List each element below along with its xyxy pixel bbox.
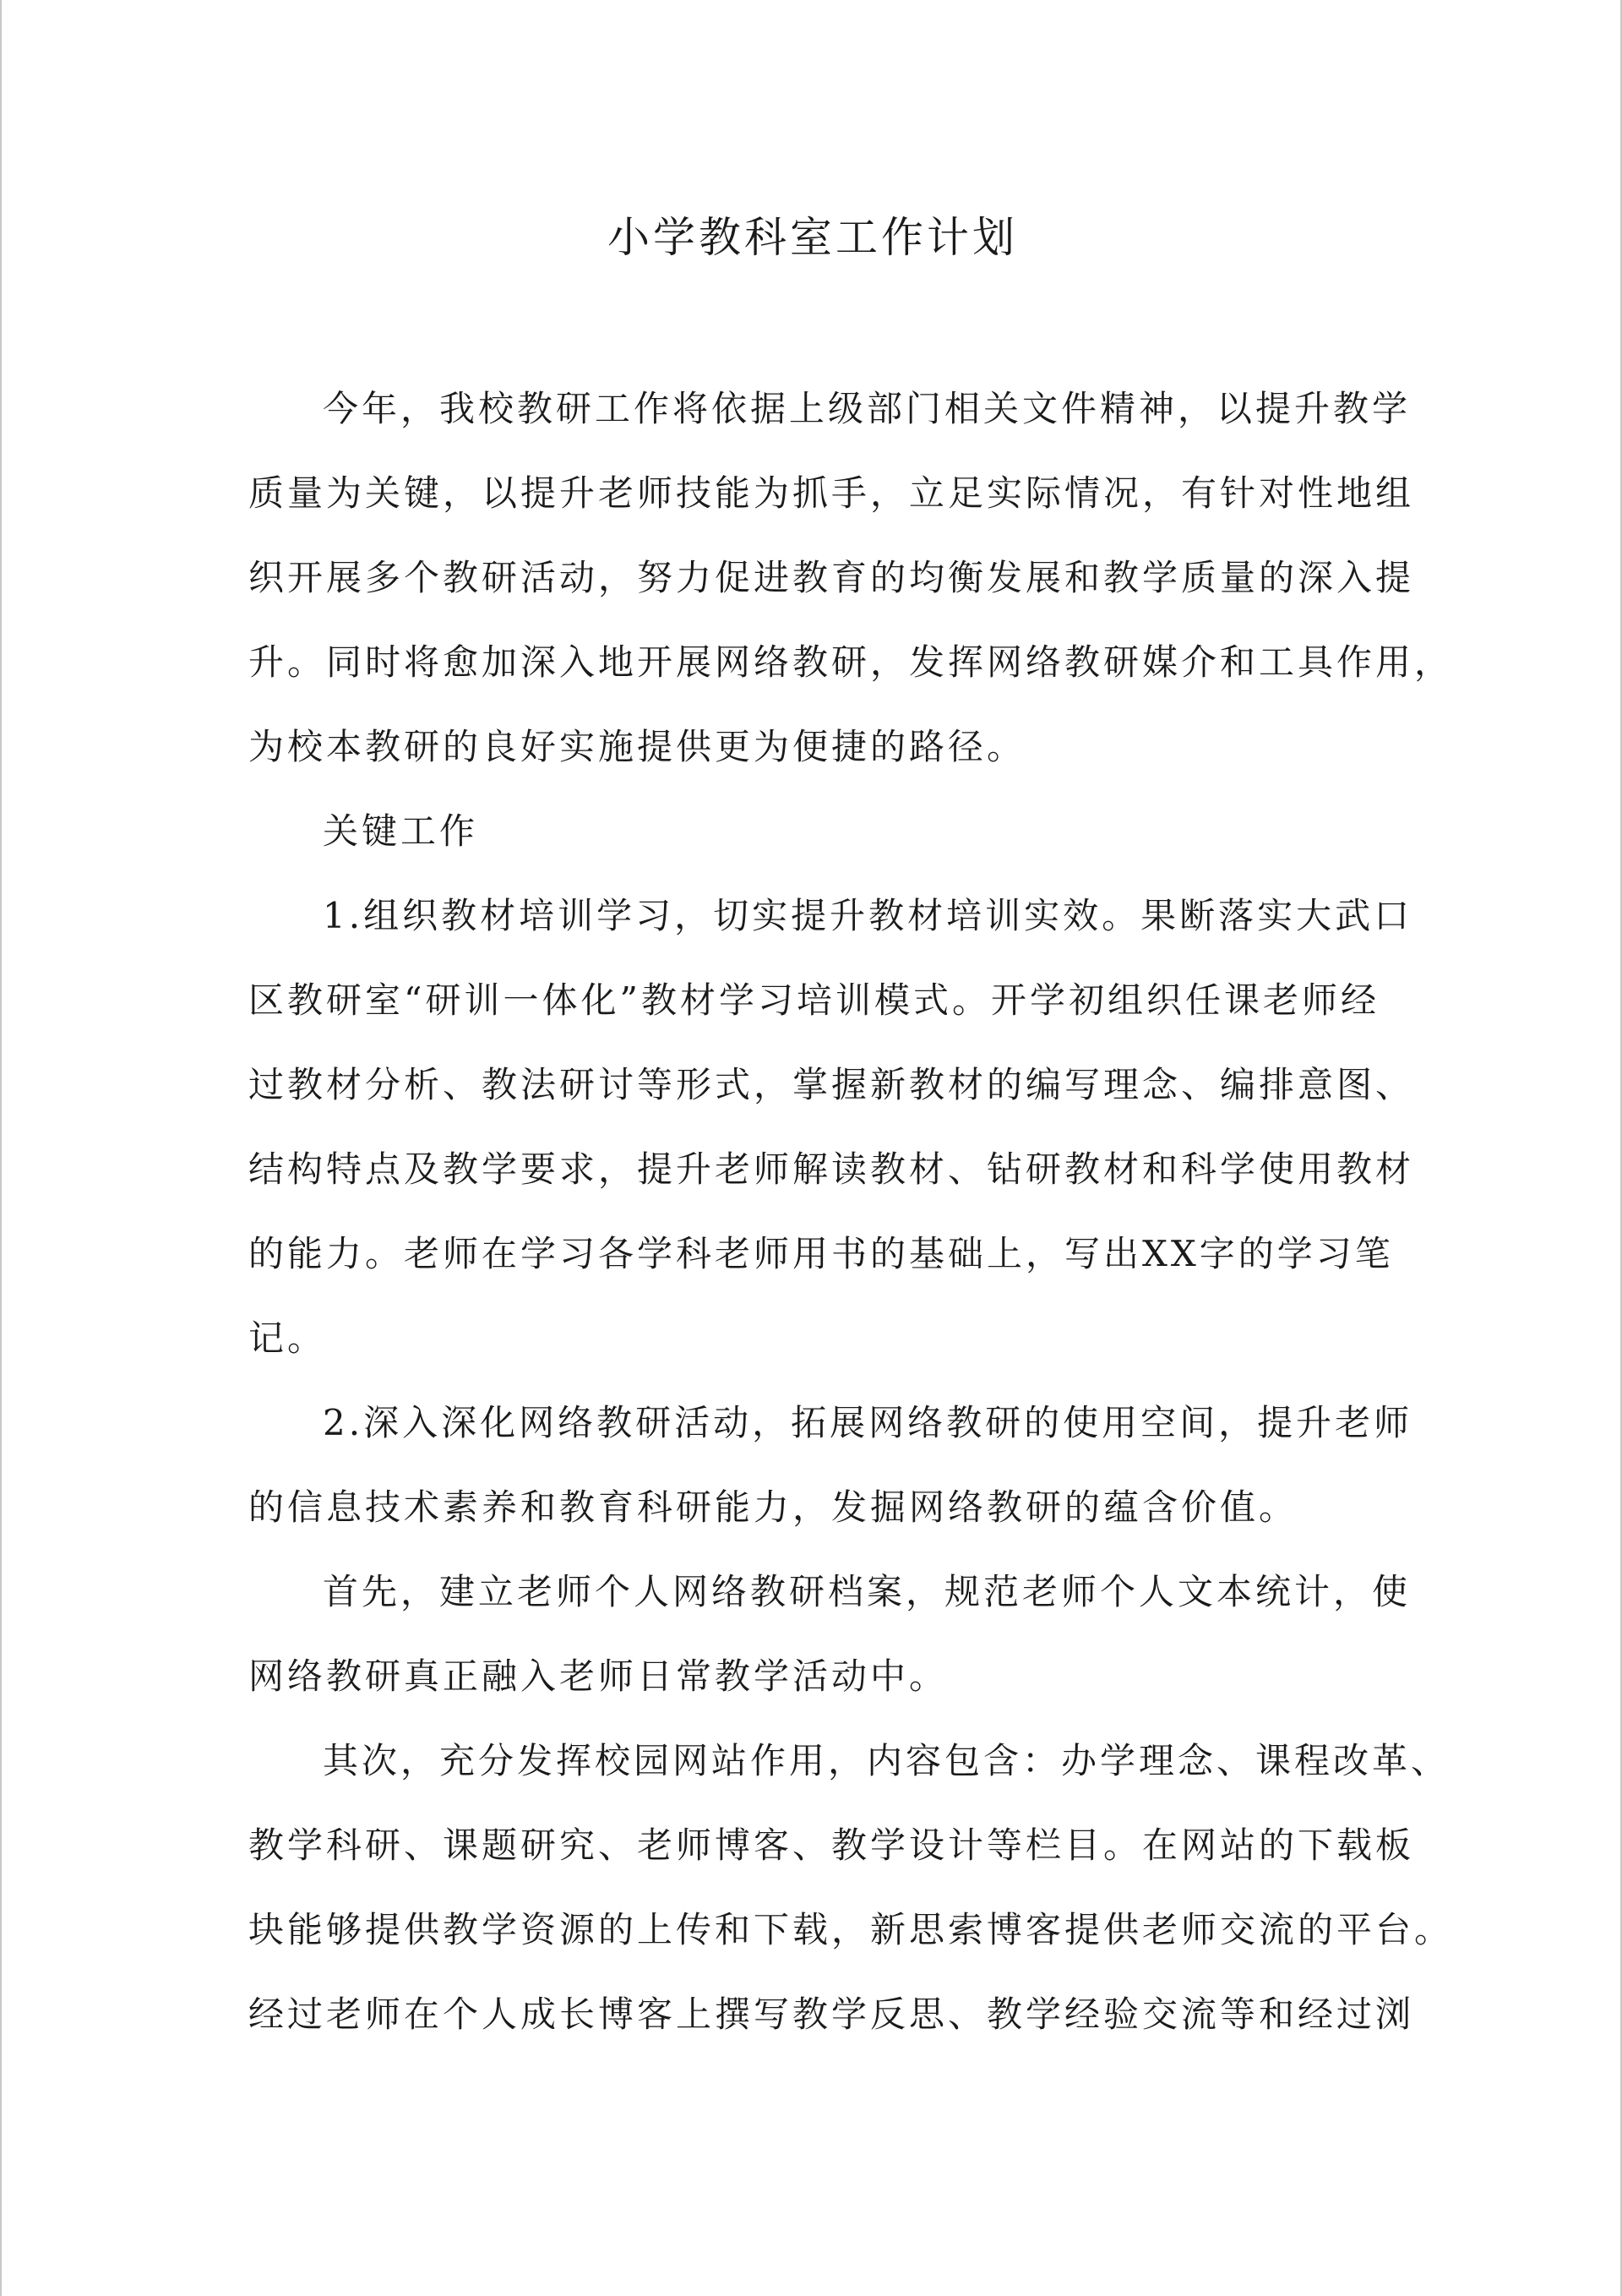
body-line: 质量为关键，以提升老师技能为抓手，立足实际情况，有针对性地组 xyxy=(248,472,1415,514)
body-line: 块能够提供教学资源的上传和下载，新思索博客提供老师交流的平台。 xyxy=(248,1909,1454,1950)
body-line: 教学科研、课题研究、老师博客、教学设计等栏目。在网站的下载板 xyxy=(248,1824,1415,1866)
body-line: 织开展多个教研活动，努力促进教育的均衡发展和教学质量的深入提 xyxy=(248,557,1415,598)
body-line: 记。 xyxy=(248,1317,327,1359)
body-line: 2.深入深化网络教研活动，拓展网络教研的使用空间，提升老师 xyxy=(323,1402,1413,1443)
body-line: 其次，充分发挥校园网站作用，内容包含：办学理念、课程改革、 xyxy=(323,1740,1451,1781)
body-line: 区教研室“研训一体化”教材学习培训模式。开学初组织任课老师经 xyxy=(248,979,1380,1021)
body-line: 网络教研真正融入老师日常教学活动中。 xyxy=(248,1655,949,1697)
body-line: 1.组织教材培训学习，切实提升教材培训实效。果断落实大武口 xyxy=(323,895,1413,936)
document-title: 小学教科室工作计划 xyxy=(607,213,1018,262)
body-line: 为校本教研的良好实施提供更为便捷的路径。 xyxy=(248,726,1026,767)
body-line: 过教材分析、教法研讨等形式，掌握新教材的编写理念、编排意图、 xyxy=(248,1064,1415,1105)
body-line: 今年，我校教研工作将依据上级部门相关文件精神，以提升教学 xyxy=(323,388,1412,429)
document-body xyxy=(248,379,1454,2069)
section-heading: 关键工作 xyxy=(323,810,479,852)
body-line: 的能力。老师在学习各学科老师用书的基础上，写出XX字的学习笔 xyxy=(248,1233,1394,1274)
body-line: 首先，建立老师个人网络教研档案，规范老师个人文本统计，使 xyxy=(323,1571,1412,1612)
body-line: 经过老师在个人成长博客上撰写教学反思、教学经验交流等和经过浏 xyxy=(248,1993,1415,2035)
body-line: 的信息技术素养和教育科研能力，发掘网络教研的蕴含价值。 xyxy=(248,1486,1298,1528)
body-line: 升。同时将愈加深入地开展网络教研，发挥网络教研媒介和工具作用， xyxy=(248,641,1454,683)
body-line: 结构特点及教学要求，提升老师解读教材、钻研教材和科学使用教材 xyxy=(248,1148,1415,1190)
